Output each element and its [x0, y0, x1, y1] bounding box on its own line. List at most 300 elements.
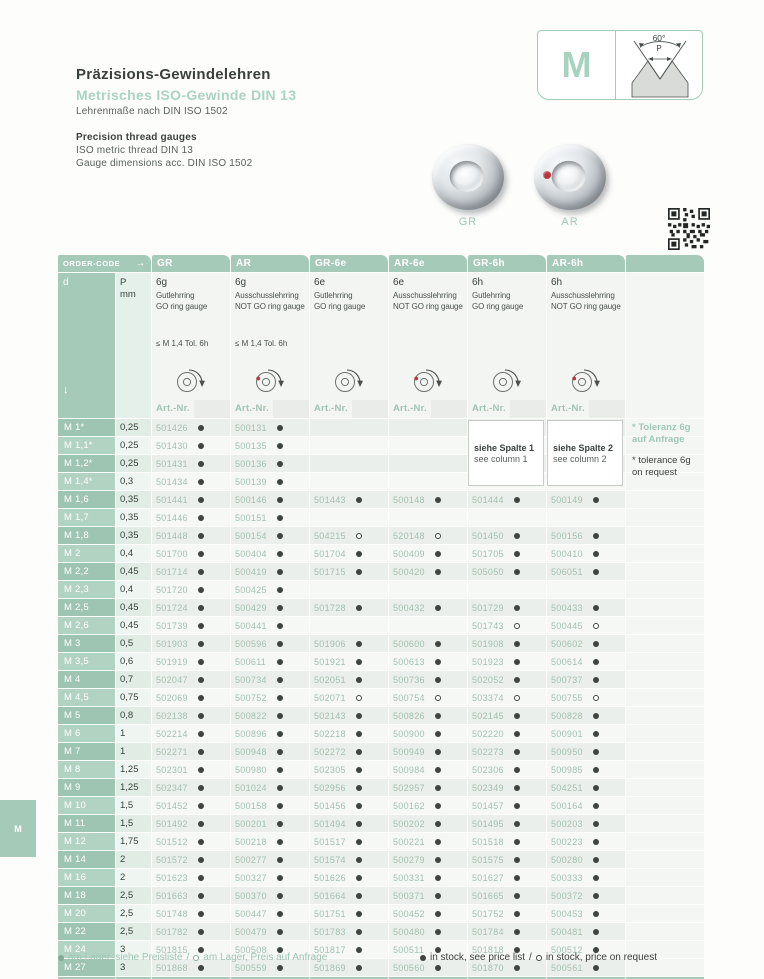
notes-column-panel — [626, 581, 704, 598]
stock-dot-filled — [198, 731, 204, 737]
thread-size-cell — [58, 869, 115, 886]
stock-dot-filled — [435, 749, 441, 755]
article-cell — [231, 833, 309, 850]
thread-size-value: 11 — [75, 818, 86, 829]
thread-size-cell — [58, 617, 115, 634]
angle-label: 60° — [652, 33, 666, 43]
thread-series-letter: M — [64, 854, 72, 865]
pitch-cell: 3 — [116, 959, 151, 976]
stock-dot-filled — [435, 911, 441, 917]
p-label: P — [120, 277, 127, 288]
article-cell — [310, 905, 388, 922]
thread-size-value: 20 — [75, 908, 86, 919]
stock-dot-filled — [593, 605, 599, 611]
thread-type-badge — [537, 30, 703, 100]
article-cell — [547, 599, 625, 616]
article-cell — [310, 743, 388, 760]
notes-column-panel — [626, 689, 704, 706]
article-cell — [310, 545, 388, 562]
article-cell — [389, 491, 467, 508]
column-header-ar: AR — [231, 255, 309, 272]
article-cell — [152, 635, 230, 652]
stock-dot-filled — [356, 875, 362, 881]
stock-dot-filled — [593, 533, 599, 539]
article-number: 500600 — [393, 638, 425, 649]
thread-series-letter: M — [64, 638, 72, 649]
stock-dot-open — [356, 695, 362, 701]
stock-dot-filled — [593, 677, 599, 683]
legend-filled-dot-icon — [420, 955, 426, 961]
thread-series-letter: M — [64, 728, 72, 739]
see-column-1-en: see column 1 — [474, 453, 528, 464]
stock-dot-filled — [198, 839, 204, 845]
mm-label: mm — [120, 289, 136, 300]
table-row — [58, 581, 706, 598]
article-number: 502052 — [472, 674, 504, 685]
article-cell — [468, 779, 546, 796]
stock-dot-filled — [435, 677, 441, 683]
stock-dot-filled — [277, 857, 283, 863]
article-cell — [152, 617, 230, 634]
article-number: 500560 — [393, 962, 425, 973]
legend-open-dot-icon — [193, 955, 199, 961]
column-subheader-gr — [152, 273, 230, 400]
article-cell — [231, 581, 309, 598]
article-number: 501443 — [314, 494, 346, 505]
article-number: 501434 — [156, 476, 188, 487]
article-cell — [389, 671, 467, 688]
column-subheader-ar6h — [547, 273, 625, 400]
gauge-table — [58, 255, 706, 979]
article-cell — [152, 563, 230, 580]
pitch-cell: 1 — [116, 743, 151, 760]
thread-series-letter: M — [64, 584, 72, 595]
article-cell — [310, 797, 388, 814]
thread-size-value: 3 — [75, 638, 81, 649]
article-cell — [389, 689, 467, 706]
article-cell — [231, 437, 309, 454]
stock-dot-filled — [593, 785, 599, 791]
table-row — [58, 779, 706, 796]
article-number: 502272 — [314, 746, 346, 757]
stock-dot-filled — [356, 947, 362, 953]
stock-dot-filled — [356, 839, 362, 845]
stock-dot-filled — [356, 731, 362, 737]
thread-series-letter: M — [64, 548, 72, 559]
article-cell — [468, 653, 546, 670]
ring-hole — [450, 161, 484, 192]
thread-size-value: 2,5 — [75, 602, 89, 613]
article-cell — [231, 815, 309, 832]
stock-dot-filled — [277, 875, 283, 881]
stock-dot-open — [356, 533, 362, 539]
article-cell — [152, 779, 230, 796]
qr-code — [668, 208, 710, 255]
see-column-2-box — [547, 420, 623, 486]
pitch-cell: 2,5 — [116, 923, 151, 940]
thread-series-letter: M — [64, 872, 72, 883]
article-number: 501705 — [472, 548, 504, 559]
article-cell — [468, 599, 546, 616]
article-number: 500419 — [235, 566, 267, 577]
stock-dot-filled — [277, 965, 283, 971]
article-cell — [310, 653, 388, 670]
pitch-cell: 0,7 — [116, 671, 151, 688]
article-number: 502305 — [314, 764, 346, 775]
article-number: 500826 — [393, 710, 425, 721]
go-ring-label: GR — [458, 216, 478, 228]
article-cell — [152, 887, 230, 904]
thread-series-letter: M — [64, 566, 72, 577]
article-cell — [389, 707, 467, 724]
gauge-name-en: GO ring gauge — [314, 301, 366, 311]
legend-separator: / — [186, 952, 190, 963]
pitch-cell: 1,25 — [116, 779, 151, 796]
article-cell — [389, 527, 467, 544]
legend-filled-text: in stock, see price list — [430, 952, 526, 963]
thread-size-cell — [58, 671, 115, 688]
article-number: 501869 — [314, 962, 346, 973]
article-number: 501728 — [314, 602, 346, 613]
article-cell — [231, 455, 309, 472]
tolerance-class-label: 6e — [393, 277, 405, 288]
thread-size-value: 2,2 — [75, 566, 89, 577]
article-number: 500201 — [235, 818, 267, 829]
thread-series-letter: M — [64, 440, 72, 451]
thread-size-cell — [58, 491, 115, 508]
table-row — [58, 635, 706, 652]
thread-size-cell — [58, 545, 115, 562]
article-cell — [231, 671, 309, 688]
thread-series-letter: M — [64, 620, 72, 631]
pitch-cell: 0,45 — [116, 617, 151, 634]
pitch-cell: 0,3 — [116, 473, 151, 490]
article-cell — [152, 797, 230, 814]
stock-dot-filled — [435, 713, 441, 719]
stock-dot-filled — [593, 659, 599, 665]
article-cell — [468, 509, 546, 526]
article-cell — [547, 707, 625, 724]
page-norm-de: Lehrenmaße nach DIN ISO 1502 — [76, 106, 228, 117]
article-number: 501448 — [156, 530, 188, 541]
pitch-cell: 1 — [116, 725, 151, 742]
thread-size-cell — [58, 581, 115, 598]
stock-dot-filled — [198, 533, 204, 539]
article-cell — [468, 527, 546, 544]
thread-series-letter: M — [64, 818, 72, 829]
stock-dot-filled — [277, 605, 283, 611]
stock-dot-filled — [198, 965, 204, 971]
stock-dot-filled — [198, 641, 204, 647]
column-header-gr: GR — [152, 255, 230, 272]
pitch-cell: 0,4 — [116, 545, 151, 562]
article-number: 501441 — [156, 494, 188, 505]
article-number: 502218 — [314, 728, 346, 739]
article-number: 500896 — [235, 728, 267, 739]
article-number: 501921 — [314, 656, 346, 667]
article-cell — [547, 923, 625, 940]
stock-dot-filled — [435, 893, 441, 899]
article-cell — [231, 887, 309, 904]
article-number: 500737 — [551, 674, 583, 685]
article-number: 504251 — [551, 782, 583, 793]
stock-dot-filled — [593, 749, 599, 755]
table-row — [58, 527, 706, 544]
article-number: 502956 — [314, 782, 346, 793]
article-number: 500901 — [551, 728, 583, 739]
article-cell — [231, 851, 309, 868]
pitch-cell: 0,45 — [116, 563, 151, 580]
thread-size-cell — [58, 743, 115, 760]
stock-dot-filled — [435, 929, 441, 935]
pitch-cell: 0,35 — [116, 527, 151, 544]
article-number: 501627 — [472, 872, 504, 883]
article-cell — [310, 581, 388, 598]
article-cell — [389, 779, 467, 796]
tolerance-class-label: 6h — [472, 277, 484, 288]
article-number: 501751 — [314, 908, 346, 919]
thread-series-letter: M — [64, 422, 72, 433]
see-column-2-de: siehe Spalte 2 — [553, 442, 614, 453]
gauge-name-de: Gutlehrring — [314, 291, 353, 300]
article-number: 500148 — [393, 494, 425, 505]
article-number: 502957 — [393, 782, 425, 793]
stock-dot-filled — [514, 767, 520, 773]
article-number: 502273 — [472, 746, 504, 757]
stock-dot-filled — [435, 857, 441, 863]
stock-dot-filled — [198, 713, 204, 719]
article-cell — [547, 491, 625, 508]
article-cell — [152, 653, 230, 670]
stock-dot-filled — [435, 731, 441, 737]
article-number: 501572 — [156, 854, 188, 865]
table-row — [58, 797, 706, 814]
article-cell — [310, 617, 388, 634]
pitch-cell: 2 — [116, 869, 151, 886]
article-cell — [152, 851, 230, 868]
article-cell — [310, 833, 388, 850]
notes-column-panel — [626, 273, 704, 400]
article-number: 500158 — [235, 800, 267, 811]
table-row — [58, 563, 706, 580]
pitch-cell: 0,4 — [116, 581, 151, 598]
tolerance-note-de: * Toleranz 6g auf Anfrage — [632, 422, 691, 445]
article-number: 500156 — [551, 530, 583, 541]
pitch-cell: 0,25 — [116, 437, 151, 454]
stock-dot-filled — [356, 821, 362, 827]
article-number: 500752 — [235, 692, 267, 703]
article-cell — [310, 779, 388, 796]
stock-dot-filled — [514, 659, 520, 665]
thread-size-cell — [58, 455, 115, 472]
stock-dot-filled — [277, 641, 283, 647]
article-cell — [231, 797, 309, 814]
article-number: 501518 — [472, 836, 504, 847]
article-number: 500221 — [393, 836, 425, 847]
thread-size-cell — [58, 761, 115, 778]
article-cell — [547, 797, 625, 814]
notes-column-panel — [626, 509, 704, 526]
tolerance-note-en: * tolerance 6g on request — [632, 455, 691, 478]
stock-dot-filled — [514, 911, 520, 917]
ring-hole — [552, 161, 586, 192]
gauge-name-en: GO ring gauge — [156, 301, 208, 311]
table-row — [58, 923, 706, 940]
stock-dot-filled — [356, 605, 362, 611]
stock-dot-filled — [198, 875, 204, 881]
thread-series-letter: M — [64, 692, 72, 703]
artnr-p-spacer — [116, 400, 151, 418]
stock-dot-filled — [356, 641, 362, 647]
article-cell — [468, 635, 546, 652]
article-number: 503374 — [472, 692, 504, 703]
gauge-name-de: Gutlehrring — [156, 291, 195, 300]
column-subheader-gr6e — [310, 273, 388, 400]
article-number: 500900 — [393, 728, 425, 739]
stock-dot-filled — [356, 929, 362, 935]
article-number: 501923 — [472, 656, 504, 667]
notes-column-panel — [626, 617, 704, 634]
legend-filled-dot-icon — [58, 955, 64, 961]
stock-dot-filled — [435, 551, 441, 557]
article-cell — [547, 887, 625, 904]
go-ring-rotation-icon — [331, 367, 367, 395]
thread-size-value: 2,6 — [75, 620, 89, 631]
pitch-cell: 2 — [116, 851, 151, 868]
article-cell — [310, 707, 388, 724]
stock-dot-filled — [593, 803, 599, 809]
artnr-label-row — [58, 400, 706, 418]
stock-dot-filled — [593, 569, 599, 575]
article-number: 501665 — [472, 890, 504, 901]
table-row — [58, 725, 706, 742]
red-mark-icon — [543, 171, 551, 179]
notes-column-panel — [626, 905, 704, 922]
article-number: 500985 — [551, 764, 583, 775]
pitch-cell: 1,5 — [116, 797, 151, 814]
stock-dot-filled — [198, 605, 204, 611]
article-cell — [389, 725, 467, 742]
article-cell — [547, 815, 625, 832]
notes-column-panel — [626, 869, 704, 886]
article-number: 500755 — [551, 692, 583, 703]
stock-dot-filled — [593, 551, 599, 557]
stock-dot-open — [435, 695, 441, 701]
article-number: 502051 — [314, 674, 346, 685]
pitch-cell: 0,35 — [116, 509, 151, 526]
thread-series-letter: M — [64, 908, 72, 919]
article-number: 500202 — [393, 818, 425, 829]
article-number: 500151 — [235, 512, 267, 523]
pitch-cell: 0,75 — [116, 689, 151, 706]
stock-dot-filled — [356, 893, 362, 899]
article-number: 500218 — [235, 836, 267, 847]
article-number: 501752 — [472, 908, 504, 919]
article-number: 501724 — [156, 602, 188, 613]
article-cell — [468, 851, 546, 868]
thread-size-value: 1,1* — [75, 440, 93, 451]
article-cell — [468, 617, 546, 634]
notes-column-panel — [626, 761, 704, 778]
thread-size-value: 3,5 — [75, 656, 89, 667]
stock-dot-filled — [277, 677, 283, 683]
thread-size-cell — [58, 779, 115, 796]
order-code-header — [58, 255, 151, 272]
article-cell — [231, 743, 309, 760]
article-number: 501495 — [472, 818, 504, 829]
thread-size-value: 4 — [75, 674, 81, 685]
article-number: 500445 — [551, 620, 583, 631]
badge-letter-cell — [538, 31, 616, 99]
table-row — [58, 869, 706, 886]
stock-dot-filled — [277, 695, 283, 701]
article-cell — [152, 815, 230, 832]
article-cell — [231, 491, 309, 508]
stock-dot-filled — [593, 857, 599, 863]
gauge-name-de: Ausschusslehrring — [235, 291, 299, 300]
article-number: 500822 — [235, 710, 267, 721]
article-number: 500479 — [235, 926, 267, 937]
thread-size-cell — [58, 653, 115, 670]
article-number: 504215 — [314, 530, 346, 541]
stock-dot-filled — [277, 443, 283, 449]
stock-dot-filled — [277, 461, 283, 467]
article-number: 500949 — [393, 746, 425, 757]
stock-dot-filled — [198, 749, 204, 755]
metric-letter: M — [561, 44, 592, 85]
article-cell — [231, 563, 309, 580]
title-block — [76, 66, 296, 169]
stock-dot-filled — [435, 785, 441, 791]
article-number: 500136 — [235, 458, 267, 469]
artnr-label-gr6h: Art.-Nr. — [468, 400, 546, 418]
article-cell — [310, 689, 388, 706]
stock-dot-filled — [514, 731, 520, 737]
article-cell — [547, 581, 625, 598]
table-body — [58, 419, 706, 976]
article-cell — [468, 545, 546, 562]
notes-column-panel — [626, 887, 704, 904]
stock-dot-filled — [514, 677, 520, 683]
article-cell — [310, 923, 388, 940]
column-header-notes — [626, 255, 704, 272]
article-number: 500371 — [393, 890, 425, 901]
article-number: 501575 — [472, 854, 504, 865]
thread-size-cell — [58, 815, 115, 832]
article-number: 500511 — [393, 944, 425, 955]
article-number: 501512 — [156, 836, 188, 847]
article-number: 501450 — [472, 530, 504, 541]
article-number: 501782 — [156, 926, 188, 937]
stock-dot-filled — [356, 551, 362, 557]
go-ring-gauge-photo — [432, 144, 504, 210]
stock-dot-filled — [277, 749, 283, 755]
stock-dot-filled — [198, 911, 204, 917]
article-number: 501868 — [156, 962, 188, 973]
article-cell — [468, 671, 546, 688]
article-number: 500441 — [235, 620, 267, 631]
article-number: 502347 — [156, 782, 188, 793]
article-cell — [468, 869, 546, 886]
thread-size-value: 2 — [75, 548, 81, 559]
article-number: 502306 — [472, 764, 504, 775]
article-cell — [547, 545, 625, 562]
article-number: 500420 — [393, 566, 425, 577]
stock-dot-filled — [514, 857, 520, 863]
thread-size-cell — [58, 635, 115, 652]
article-number: 501574 — [314, 854, 346, 865]
article-cell — [310, 509, 388, 526]
